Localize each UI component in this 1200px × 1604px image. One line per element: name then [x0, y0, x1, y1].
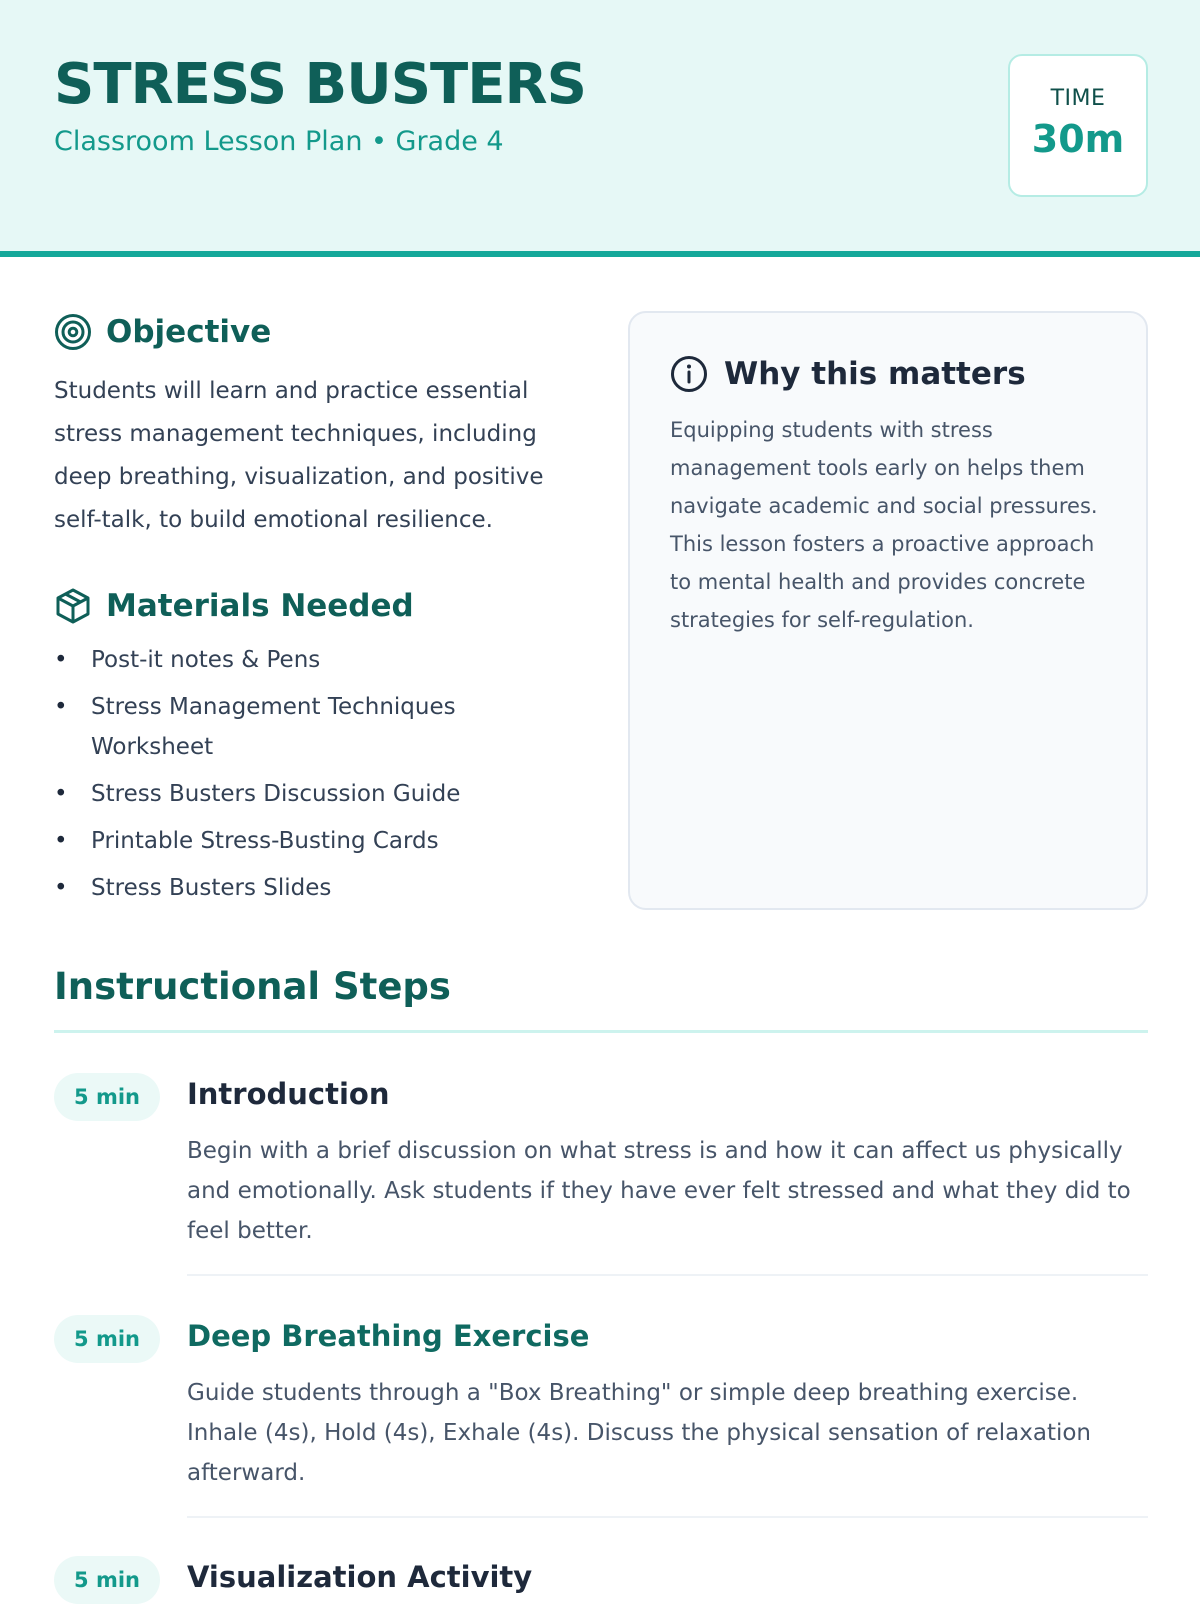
list-item: • Stress Busters Discussion Guide [54, 774, 574, 814]
step-title: Visualization Activity [187, 1560, 533, 1594]
header-banner [0, 0, 1200, 257]
why-title: Why this matters [724, 356, 1026, 392]
step-title: Introduction [187, 1077, 390, 1111]
materials-heading [54, 587, 414, 625]
why-heading [670, 355, 1026, 393]
step-description: Guide students through a "Box Breathing" or simple deep breathing exercise. Inhale (4s), Hold (4s), Exhale (4s). Discuss the physical sensation of relaxation afterward. [187, 1380, 1091, 1486]
step-divider [187, 1516, 1148, 1518]
package-icon [54, 587, 92, 625]
duration-badge: 5 min [54, 1556, 160, 1604]
list-item: • Post-it notes & Pens [54, 640, 574, 680]
materials-title: Materials Needed [106, 588, 414, 624]
step-divider [187, 1274, 1148, 1276]
objective-heading [54, 313, 271, 351]
why-text: Equipping students with stress management tools early on helps them navigate academic and social pressures. This lesson fosters a proactive approach to mental health and provides concrete strategies for self-regulation. [670, 418, 1098, 632]
page-subtitle: Classroom Lesson Plan • Grade 4 [54, 126, 504, 157]
steps-divider [54, 1030, 1148, 1033]
time-badge [1008, 54, 1148, 197]
objective-title: Objective [106, 314, 272, 350]
objective-text: Students will learn and practice essential stress management techniques, including deep breathing, visualization, and positive self-talk, to build emotional resilience. [54, 378, 544, 533]
duration-badge: 5 min [54, 1073, 160, 1121]
target-icon [54, 313, 92, 351]
step-title: Deep Breathing Exercise [187, 1319, 590, 1353]
duration-badge: 5 min [54, 1315, 160, 1363]
materials-list [54, 640, 574, 915]
steps-title: Instructional Steps [54, 965, 451, 1008]
list-item: • Stress Busters Slides [54, 868, 574, 908]
info-icon [670, 355, 708, 393]
time-value: 30m [1031, 117, 1125, 161]
why-card [628, 311, 1148, 910]
list-item: • Stress Management Techniques Worksheet [54, 687, 574, 767]
step-description: Begin with a brief discussion on what stress is and how it can affect us physically and emotionally. Ask students if they have ever felt stressed and what they did to feel better. [187, 1138, 1131, 1244]
list-item: • Printable Stress-Busting Cards [54, 821, 574, 861]
page-title: STRESS BUSTERS [54, 52, 586, 117]
time-label: TIME [1050, 86, 1106, 111]
